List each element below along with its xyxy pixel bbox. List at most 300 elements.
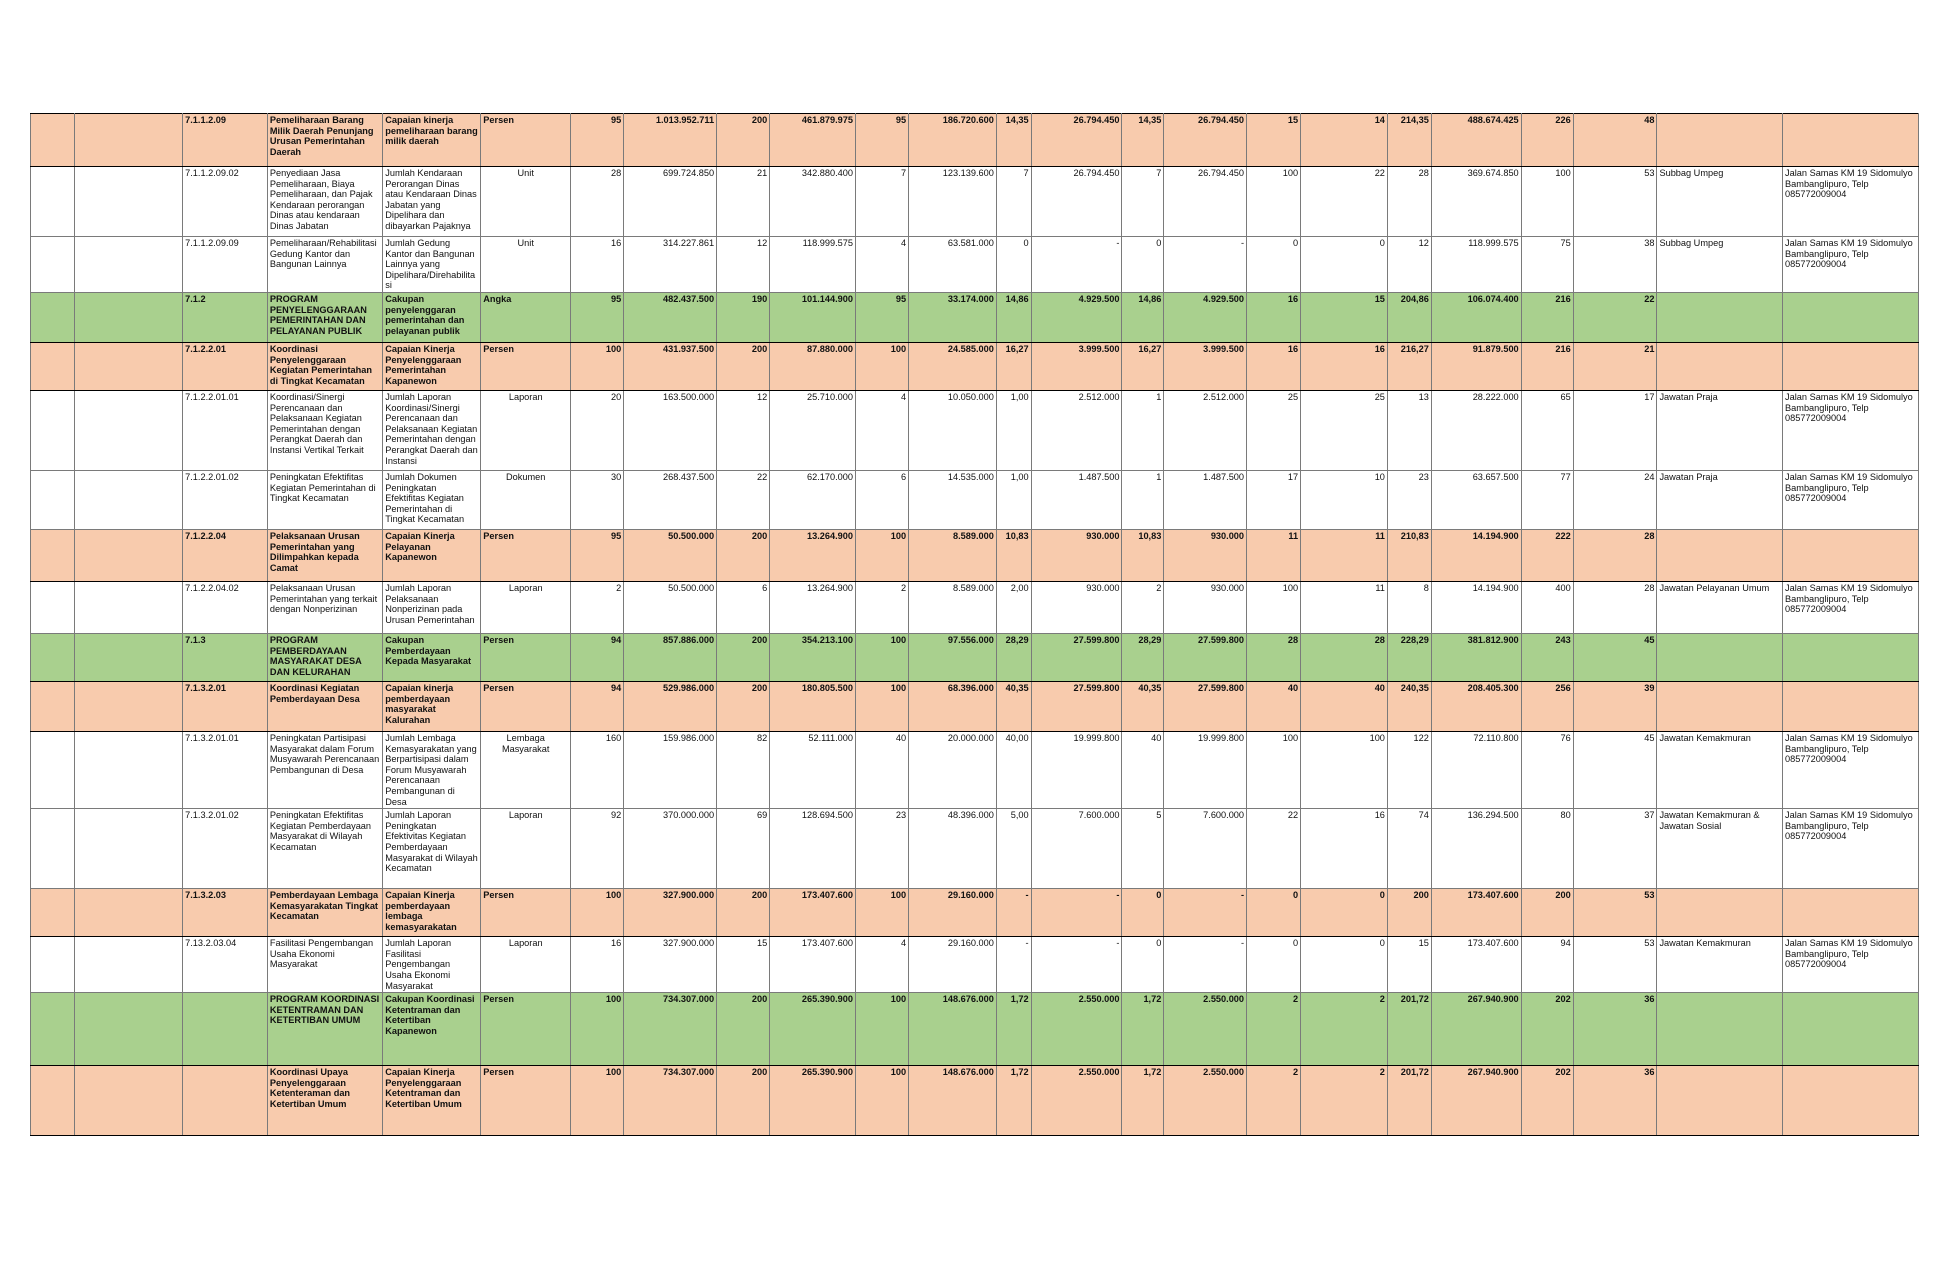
cell-k-rp: 8.589.000: [909, 581, 997, 633]
cell-r-target: 69: [717, 809, 770, 889]
cell-indicator: Capaian Kinerja pemberdayaan lembaga kemasyarakatan: [383, 889, 481, 937]
cell-pct-rp: 22: [1301, 167, 1388, 237]
cell-c-rp: 7.600.000: [1164, 809, 1247, 889]
cell-indicator: Jumlah Laporan Peningkatan Efektivitas Kegiatan Pemberdayaan Masyarakat di Wilayah Kecamatan: [383, 809, 481, 889]
cell-k-target: 100: [855, 889, 908, 937]
cell-pd: Jawatan Pelayanan Umum: [1657, 581, 1783, 633]
cell-unit: Unit: [481, 237, 571, 293]
cell-code: [183, 993, 268, 1066]
cell-ca-rp: 48: [1573, 114, 1657, 167]
cell-t-rp: 857.886.000: [624, 633, 717, 681]
cell-code: 7.1.1.2.09: [183, 114, 268, 167]
cell-c-k: 7: [1122, 167, 1164, 237]
cell-ca-k: 75: [1521, 237, 1573, 293]
cell-loc: Jalan Samas KM 19 Sidomulyo Bambanglipuro, Telp 085772009004: [1783, 809, 1919, 889]
cell-pd: [1657, 292, 1783, 342]
cell-ca-rp: 53: [1573, 937, 1657, 993]
cell-q-k: -: [996, 937, 1031, 993]
cell-name: PROGRAM PEMBERDAYAAN MASYARAKAT DESA DAN KELURAHAN: [267, 633, 382, 681]
cell-pct-rp: 2: [1301, 1066, 1388, 1136]
table-row: [31, 292, 1919, 342]
cell-r-rp: 13.264.900: [770, 529, 856, 581]
cell-r-target: 6: [717, 581, 770, 633]
cell-unit: Persen: [481, 342, 571, 390]
cell-loc: [1783, 633, 1919, 681]
cell-name: Koordinasi Upaya Penyelenggaraan Ketenteraman dan Ketertiban Umum: [267, 1066, 382, 1136]
cell-r-rp: 128.694.500: [770, 809, 856, 889]
cell-indicator: Cakupan Pemberdayaan Kepada Masyarakat: [383, 633, 481, 681]
cell-pd: [1657, 681, 1783, 731]
cell-code: 7.1.3: [183, 633, 268, 681]
cell-empty: [74, 937, 182, 993]
cell-pct-k: 100: [1247, 731, 1301, 808]
cell-ca-rp: 38: [1573, 237, 1657, 293]
cell-k-rp: 148.676.000: [909, 1066, 997, 1136]
cell-unit: Persen: [481, 993, 571, 1066]
cell-r-rp: 342.880.400: [770, 167, 856, 237]
cell-pd: [1657, 114, 1783, 167]
cell-pct-rp: 14: [1301, 114, 1388, 167]
cell-indicator: Jumlah Laporan Fasilitasi Pengembangan Usaha Ekonomi Masyarakat: [383, 937, 481, 993]
cell-unit: Persen: [481, 114, 571, 167]
cell-k-target: 100: [855, 529, 908, 581]
cell-t-rp: 314.227.861: [624, 237, 717, 293]
cell-t-rp: 370.000.000: [624, 809, 717, 889]
table-row: [31, 889, 1919, 937]
cell-k-rp: 24.585.000: [909, 342, 997, 390]
cell-indicator: Jumlah Lembaga Kemasyarakatan yang Berpartisipasi dalam Forum Musyawarah Perencanaan Pembangunan di Desa: [383, 731, 481, 808]
cell-pd: [1657, 993, 1783, 1066]
cell-ca-k: 202: [1521, 1066, 1573, 1136]
cell-unit: Laporan: [481, 809, 571, 889]
cell-indicator: Jumlah Laporan Koordinasi/Sinergi Perencanaan dan Pelaksanaan Kegiatan Pemerintahan dengan Perangkat Daerah dan Instansi: [383, 390, 481, 470]
cell-q-k: 2,00: [996, 581, 1031, 633]
cell-ak-k: 228,29: [1387, 633, 1431, 681]
cell-empty: [31, 390, 75, 470]
cell-q-rp: 7.600.000: [1031, 809, 1122, 889]
cell-loc: [1783, 1066, 1919, 1136]
cell-pct-k: 2: [1247, 993, 1301, 1066]
cell-ca-k: 256: [1521, 681, 1573, 731]
cell-unit: Persen: [481, 681, 571, 731]
cell-ca-k: 65: [1521, 390, 1573, 470]
cell-ca-k: 243: [1521, 633, 1573, 681]
cell-name: Fasilitasi Pengembangan Usaha Ekonomi Masyarakat: [267, 937, 382, 993]
report-table: [30, 113, 1919, 1136]
cell-loc: Jalan Samas KM 19 Sidomulyo Bambanglipuro, Telp 085772009004: [1783, 470, 1919, 529]
cell-r-rp: 265.390.900: [770, 993, 856, 1066]
table-row: [31, 342, 1919, 390]
cell-pd: [1657, 342, 1783, 390]
cell-k-rp: 20.000.000: [909, 731, 997, 808]
cell-empty: [31, 681, 75, 731]
cell-r-rp: 180.805.500: [770, 681, 856, 731]
cell-q-k: 0: [996, 237, 1031, 293]
cell-q-rp: 2.512.000: [1031, 390, 1122, 470]
cell-r-target: 200: [717, 529, 770, 581]
cell-ca-rp: 17: [1573, 390, 1657, 470]
cell-ca-rp: 22: [1573, 292, 1657, 342]
cell-q-k: 14,35: [996, 114, 1031, 167]
cell-q-rp: 930.000: [1031, 581, 1122, 633]
cell-code: 7.1.2.2.04.02: [183, 581, 268, 633]
cell-name: PROGRAM KOORDINASI KETENTRAMAN DAN KETERTIBAN UMUM: [267, 993, 382, 1066]
cell-c-rp: 2.550.000: [1164, 1066, 1247, 1136]
cell-ca-rp: 53: [1573, 889, 1657, 937]
cell-empty: [31, 470, 75, 529]
cell-loc: [1783, 681, 1919, 731]
cell-ak-rp: 267.940.900: [1431, 1066, 1521, 1136]
cell-r-target: 200: [717, 993, 770, 1066]
cell-c-k: 40: [1122, 731, 1164, 808]
cell-t-target: 94: [571, 681, 624, 731]
cell-pct-rp: 25: [1301, 390, 1388, 470]
cell-loc: Jalan Samas KM 19 Sidomulyo Bambanglipuro, Telp 085772009004: [1783, 390, 1919, 470]
cell-r-target: 200: [717, 633, 770, 681]
cell-c-rp: 26.794.450: [1164, 114, 1247, 167]
cell-loc: [1783, 529, 1919, 581]
cell-name: Peningkatan Partisipasi Masyarakat dalam Forum Musyawarah Perencanaan Pembangunan di Desa: [267, 731, 382, 808]
cell-t-target: 95: [571, 292, 624, 342]
cell-ca-k: 200: [1521, 889, 1573, 937]
table-row: [31, 937, 1919, 993]
cell-r-target: 12: [717, 237, 770, 293]
cell-q-k: 14,86: [996, 292, 1031, 342]
cell-r-rp: 265.390.900: [770, 1066, 856, 1136]
cell-pct-rp: 0: [1301, 937, 1388, 993]
cell-ak-k: 12: [1387, 237, 1431, 293]
cell-pd: [1657, 529, 1783, 581]
cell-indicator: Jumlah Laporan Pelaksanaan Nonperizinan pada Urusan Pemerintahan: [383, 581, 481, 633]
cell-empty: [74, 114, 182, 167]
cell-t-target: 2: [571, 581, 624, 633]
cell-k-target: 95: [855, 292, 908, 342]
cell-t-target: 16: [571, 237, 624, 293]
cell-ca-rp: 53: [1573, 167, 1657, 237]
cell-pct-rp: 10: [1301, 470, 1388, 529]
cell-empty: [31, 292, 75, 342]
cell-q-rp: 26.794.450: [1031, 114, 1122, 167]
cell-r-target: 200: [717, 1066, 770, 1136]
cell-ak-k: 8: [1387, 581, 1431, 633]
cell-r-rp: 13.264.900: [770, 581, 856, 633]
cell-pct-rp: 11: [1301, 581, 1388, 633]
cell-loc: Jalan Samas KM 19 Sidomulyo Bambanglipuro, Telp 085772009004: [1783, 237, 1919, 293]
cell-t-target: 92: [571, 809, 624, 889]
cell-ca-rp: 45: [1573, 633, 1657, 681]
cell-pct-k: 100: [1247, 167, 1301, 237]
cell-t-rp: 529.986.000: [624, 681, 717, 731]
cell-pct-rp: 0: [1301, 237, 1388, 293]
cell-r-rp: 52.111.000: [770, 731, 856, 808]
cell-ca-k: 100: [1521, 167, 1573, 237]
cell-c-rp: -: [1164, 237, 1247, 293]
cell-ak-rp: 381.812.900: [1431, 633, 1521, 681]
table-row: [31, 114, 1919, 167]
cell-pct-rp: 11: [1301, 529, 1388, 581]
cell-q-rp: 3.999.500: [1031, 342, 1122, 390]
cell-t-target: 30: [571, 470, 624, 529]
cell-t-target: 100: [571, 342, 624, 390]
cell-c-k: 1,72: [1122, 993, 1164, 1066]
cell-k-rp: 29.160.000: [909, 937, 997, 993]
cell-empty: [31, 1066, 75, 1136]
cell-t-target: 95: [571, 114, 624, 167]
cell-pct-rp: 15: [1301, 292, 1388, 342]
cell-ak-k: 201,72: [1387, 993, 1431, 1066]
cell-k-rp: 148.676.000: [909, 993, 997, 1066]
cell-t-target: 160: [571, 731, 624, 808]
cell-ak-k: 74: [1387, 809, 1431, 889]
cell-c-k: 40,35: [1122, 681, 1164, 731]
cell-ak-rp: 118.999.575: [1431, 237, 1521, 293]
cell-r-target: 15: [717, 937, 770, 993]
cell-q-rp: 930.000: [1031, 529, 1122, 581]
cell-ak-rp: 173.407.600: [1431, 889, 1521, 937]
cell-pd: Jawatan Praja: [1657, 470, 1783, 529]
cell-ca-k: 226: [1521, 114, 1573, 167]
cell-k-target: 6: [855, 470, 908, 529]
cell-r-rp: 101.144.900: [770, 292, 856, 342]
cell-q-rp: 1.487.500: [1031, 470, 1122, 529]
cell-c-rp: 4.929.500: [1164, 292, 1247, 342]
cell-code: 7.1.1.2.09.09: [183, 237, 268, 293]
cell-r-rp: 354.213.100: [770, 633, 856, 681]
cell-q-k: 1,72: [996, 993, 1031, 1066]
table-row: [31, 993, 1919, 1066]
cell-unit: Unit: [481, 167, 571, 237]
cell-pct-rp: 28: [1301, 633, 1388, 681]
table-row: [31, 731, 1919, 808]
cell-ak-rp: 106.074.400: [1431, 292, 1521, 342]
cell-indicator: Jumlah Gedung Kantor dan Bangunan Lainnya yang Dipelihara/Direhabilitasi: [383, 237, 481, 293]
cell-c-rp: 26.794.450: [1164, 167, 1247, 237]
cell-unit: Persen: [481, 633, 571, 681]
cell-empty: [74, 342, 182, 390]
cell-ak-k: 210,83: [1387, 529, 1431, 581]
cell-ca-k: 76: [1521, 731, 1573, 808]
cell-k-rp: 97.556.000: [909, 633, 997, 681]
cell-t-target: 20: [571, 390, 624, 470]
cell-ak-rp: 208.405.300: [1431, 681, 1521, 731]
cell-k-rp: 10.050.000: [909, 390, 997, 470]
cell-r-target: 200: [717, 889, 770, 937]
cell-q-k: 5,00: [996, 809, 1031, 889]
cell-t-rp: 327.900.000: [624, 889, 717, 937]
cell-empty: [74, 633, 182, 681]
cell-loc: Jalan Samas KM 19 Sidomulyo Bambanglipuro, Telp 085772009004: [1783, 167, 1919, 237]
table-row: [31, 581, 1919, 633]
cell-c-rp: 2.550.000: [1164, 993, 1247, 1066]
cell-code: 7.1.1.2.09.02: [183, 167, 268, 237]
cell-pct-rp: 100: [1301, 731, 1388, 808]
cell-pct-rp: 40: [1301, 681, 1388, 731]
cell-k-target: 100: [855, 342, 908, 390]
cell-k-target: 40: [855, 731, 908, 808]
cell-ak-rp: 63.657.500: [1431, 470, 1521, 529]
cell-loc: Jalan Samas KM 19 Sidomulyo Bambanglipuro, Telp 085772009004: [1783, 937, 1919, 993]
cell-q-rp: -: [1031, 937, 1122, 993]
cell-ca-rp: 39: [1573, 681, 1657, 731]
cell-c-k: 1: [1122, 390, 1164, 470]
cell-t-rp: 268.437.500: [624, 470, 717, 529]
cell-k-target: 100: [855, 681, 908, 731]
cell-empty: [74, 889, 182, 937]
cell-empty: [74, 993, 182, 1066]
cell-ak-rp: 173.407.600: [1431, 937, 1521, 993]
cell-k-rp: 68.396.000: [909, 681, 997, 731]
cell-unit: Lembaga Masyarakat: [481, 731, 571, 808]
table-row: [31, 390, 1919, 470]
cell-empty: [31, 342, 75, 390]
cell-q-k: 10,83: [996, 529, 1031, 581]
cell-c-k: 1: [1122, 470, 1164, 529]
table-row: [31, 809, 1919, 889]
cell-c-k: 28,29: [1122, 633, 1164, 681]
cell-pct-k: 16: [1247, 292, 1301, 342]
table-row: [31, 470, 1919, 529]
cell-ca-rp: 21: [1573, 342, 1657, 390]
cell-pct-k: 100: [1247, 581, 1301, 633]
cell-t-target: 100: [571, 1066, 624, 1136]
cell-q-k: 1,00: [996, 470, 1031, 529]
cell-empty: [74, 681, 182, 731]
cell-ca-k: 202: [1521, 993, 1573, 1066]
cell-loc: [1783, 292, 1919, 342]
cell-indicator: Jumlah Kendaraan Perorangan Dinas atau Kendaraan Dinas Jabatan yang Dipelihara dan dibayarkan Pajaknya: [383, 167, 481, 237]
cell-c-k: 0: [1122, 889, 1164, 937]
cell-unit: Dokumen: [481, 470, 571, 529]
cell-c-k: 14,86: [1122, 292, 1164, 342]
cell-empty: [74, 529, 182, 581]
cell-empty: [31, 993, 75, 1066]
cell-c-rp: -: [1164, 889, 1247, 937]
cell-r-rp: 118.999.575: [770, 237, 856, 293]
cell-c-k: 16,27: [1122, 342, 1164, 390]
cell-t-rp: 50.500.000: [624, 581, 717, 633]
cell-k-target: 100: [855, 633, 908, 681]
cell-pd: Subbag Umpeg: [1657, 237, 1783, 293]
cell-indicator: Capaian Kinerja Pelayanan Kapanewon: [383, 529, 481, 581]
cell-r-target: 200: [717, 342, 770, 390]
cell-pct-rp: 16: [1301, 342, 1388, 390]
cell-t-target: 16: [571, 937, 624, 993]
cell-t-rp: 50.500.000: [624, 529, 717, 581]
cell-pd: [1657, 633, 1783, 681]
cell-indicator: Cakupan Koordinasi Ketentraman dan Ketertiban Kapanewon: [383, 993, 481, 1066]
cell-unit: Persen: [481, 1066, 571, 1136]
cell-empty: [74, 581, 182, 633]
cell-c-rp: 930.000: [1164, 581, 1247, 633]
cell-t-rp: 482.437.500: [624, 292, 717, 342]
cell-ca-k: 216: [1521, 342, 1573, 390]
cell-empty: [31, 237, 75, 293]
cell-loc: [1783, 114, 1919, 167]
cell-indicator: Jumlah Dokumen Peningkatan Efektifitas Kegiatan Pemerintahan di Tingkat Kecamatan: [383, 470, 481, 529]
cell-t-target: 28: [571, 167, 624, 237]
cell-empty: [74, 167, 182, 237]
cell-indicator: Capaian kinerja pemberdayaan masyarakat Kalurahan: [383, 681, 481, 731]
cell-c-rp: 2.512.000: [1164, 390, 1247, 470]
cell-k-target: 100: [855, 993, 908, 1066]
cell-ca-rp: 37: [1573, 809, 1657, 889]
cell-empty: [74, 809, 182, 889]
cell-ak-k: 216,27: [1387, 342, 1431, 390]
cell-q-rp: 27.599.800: [1031, 633, 1122, 681]
cell-r-rp: 62.170.000: [770, 470, 856, 529]
cell-name: Koordinasi/Sinergi Perencanaan dan Pelaksanaan Kegiatan Pemerintahan dengan Perangkat Daerah dan Instansi Vertikal Terkait: [267, 390, 382, 470]
cell-code: 7.1.2.2.04: [183, 529, 268, 581]
cell-ak-rp: 28.222.000: [1431, 390, 1521, 470]
cell-r-rp: 25.710.000: [770, 390, 856, 470]
cell-ca-k: 222: [1521, 529, 1573, 581]
cell-pct-k: 0: [1247, 237, 1301, 293]
cell-c-rp: 27.599.800: [1164, 681, 1247, 731]
cell-unit: Angka: [481, 292, 571, 342]
cell-c-k: 2: [1122, 581, 1164, 633]
cell-pct-k: 22: [1247, 809, 1301, 889]
cell-name: Pelaksanaan Urusan Pemerintahan yang terkait dengan Nonperizinan: [267, 581, 382, 633]
cell-pct-k: 28: [1247, 633, 1301, 681]
cell-t-rp: 699.724.850: [624, 167, 717, 237]
cell-pct-k: 0: [1247, 937, 1301, 993]
cell-name: Koordinasi Penyelenggaraan Kegiatan Pemerintahan di Tingkat Kecamatan: [267, 342, 382, 390]
cell-pct-k: 16: [1247, 342, 1301, 390]
cell-pd: Jawatan Kemakmuran & Jawatan Sosial: [1657, 809, 1783, 889]
cell-pd: [1657, 1066, 1783, 1136]
cell-empty: [74, 731, 182, 808]
cell-t-target: 100: [571, 993, 624, 1066]
cell-name: Pemeliharaan Barang Milik Daerah Penunjang Urusan Pemerintahan Daerah: [267, 114, 382, 167]
cell-r-target: 12: [717, 390, 770, 470]
cell-ak-rp: 14.194.900: [1431, 581, 1521, 633]
cell-q-rp: 2.550.000: [1031, 993, 1122, 1066]
cell-name: Pemeliharaan/Rehabilitasi Gedung Kantor dan Bangunan Lainnya: [267, 237, 382, 293]
cell-q-k: 16,27: [996, 342, 1031, 390]
table-row: [31, 1066, 1919, 1136]
cell-indicator: Capaian Kinerja Penyelenggaraan Ketentraman dan Ketertiban Umum: [383, 1066, 481, 1136]
cell-q-k: 1,72: [996, 1066, 1031, 1136]
cell-ak-rp: 136.294.500: [1431, 809, 1521, 889]
cell-q-k: 1,00: [996, 390, 1031, 470]
cell-empty: [74, 237, 182, 293]
cell-ak-rp: 267.940.900: [1431, 993, 1521, 1066]
cell-k-rp: 186.720.600: [909, 114, 997, 167]
cell-r-target: 200: [717, 681, 770, 731]
cell-empty: [74, 470, 182, 529]
cell-c-k: 10,83: [1122, 529, 1164, 581]
cell-indicator: Cakupan penyelenggaran pemerintahan dan pelayanan publik: [383, 292, 481, 342]
cell-code: 7.1.3.2.01.01: [183, 731, 268, 808]
cell-loc: Jalan Samas KM 19 Sidomulyo Bambanglipuro, Telp 085772009004: [1783, 731, 1919, 808]
cell-c-rp: -: [1164, 937, 1247, 993]
cell-unit: Persen: [481, 529, 571, 581]
cell-code: [183, 1066, 268, 1136]
cell-ca-k: 80: [1521, 809, 1573, 889]
cell-ca-rp: 36: [1573, 993, 1657, 1066]
cell-pd: Subbag Umpeg: [1657, 167, 1783, 237]
cell-r-rp: 461.879.975: [770, 114, 856, 167]
cell-k-rp: 8.589.000: [909, 529, 997, 581]
cell-ca-rp: 28: [1573, 529, 1657, 581]
cell-k-target: 2: [855, 581, 908, 633]
cell-ca-k: 94: [1521, 937, 1573, 993]
cell-k-target: 4: [855, 390, 908, 470]
cell-ca-rp: 45: [1573, 731, 1657, 808]
cell-ak-k: 15: [1387, 937, 1431, 993]
cell-r-target: 22: [717, 470, 770, 529]
table-row: [31, 237, 1919, 293]
